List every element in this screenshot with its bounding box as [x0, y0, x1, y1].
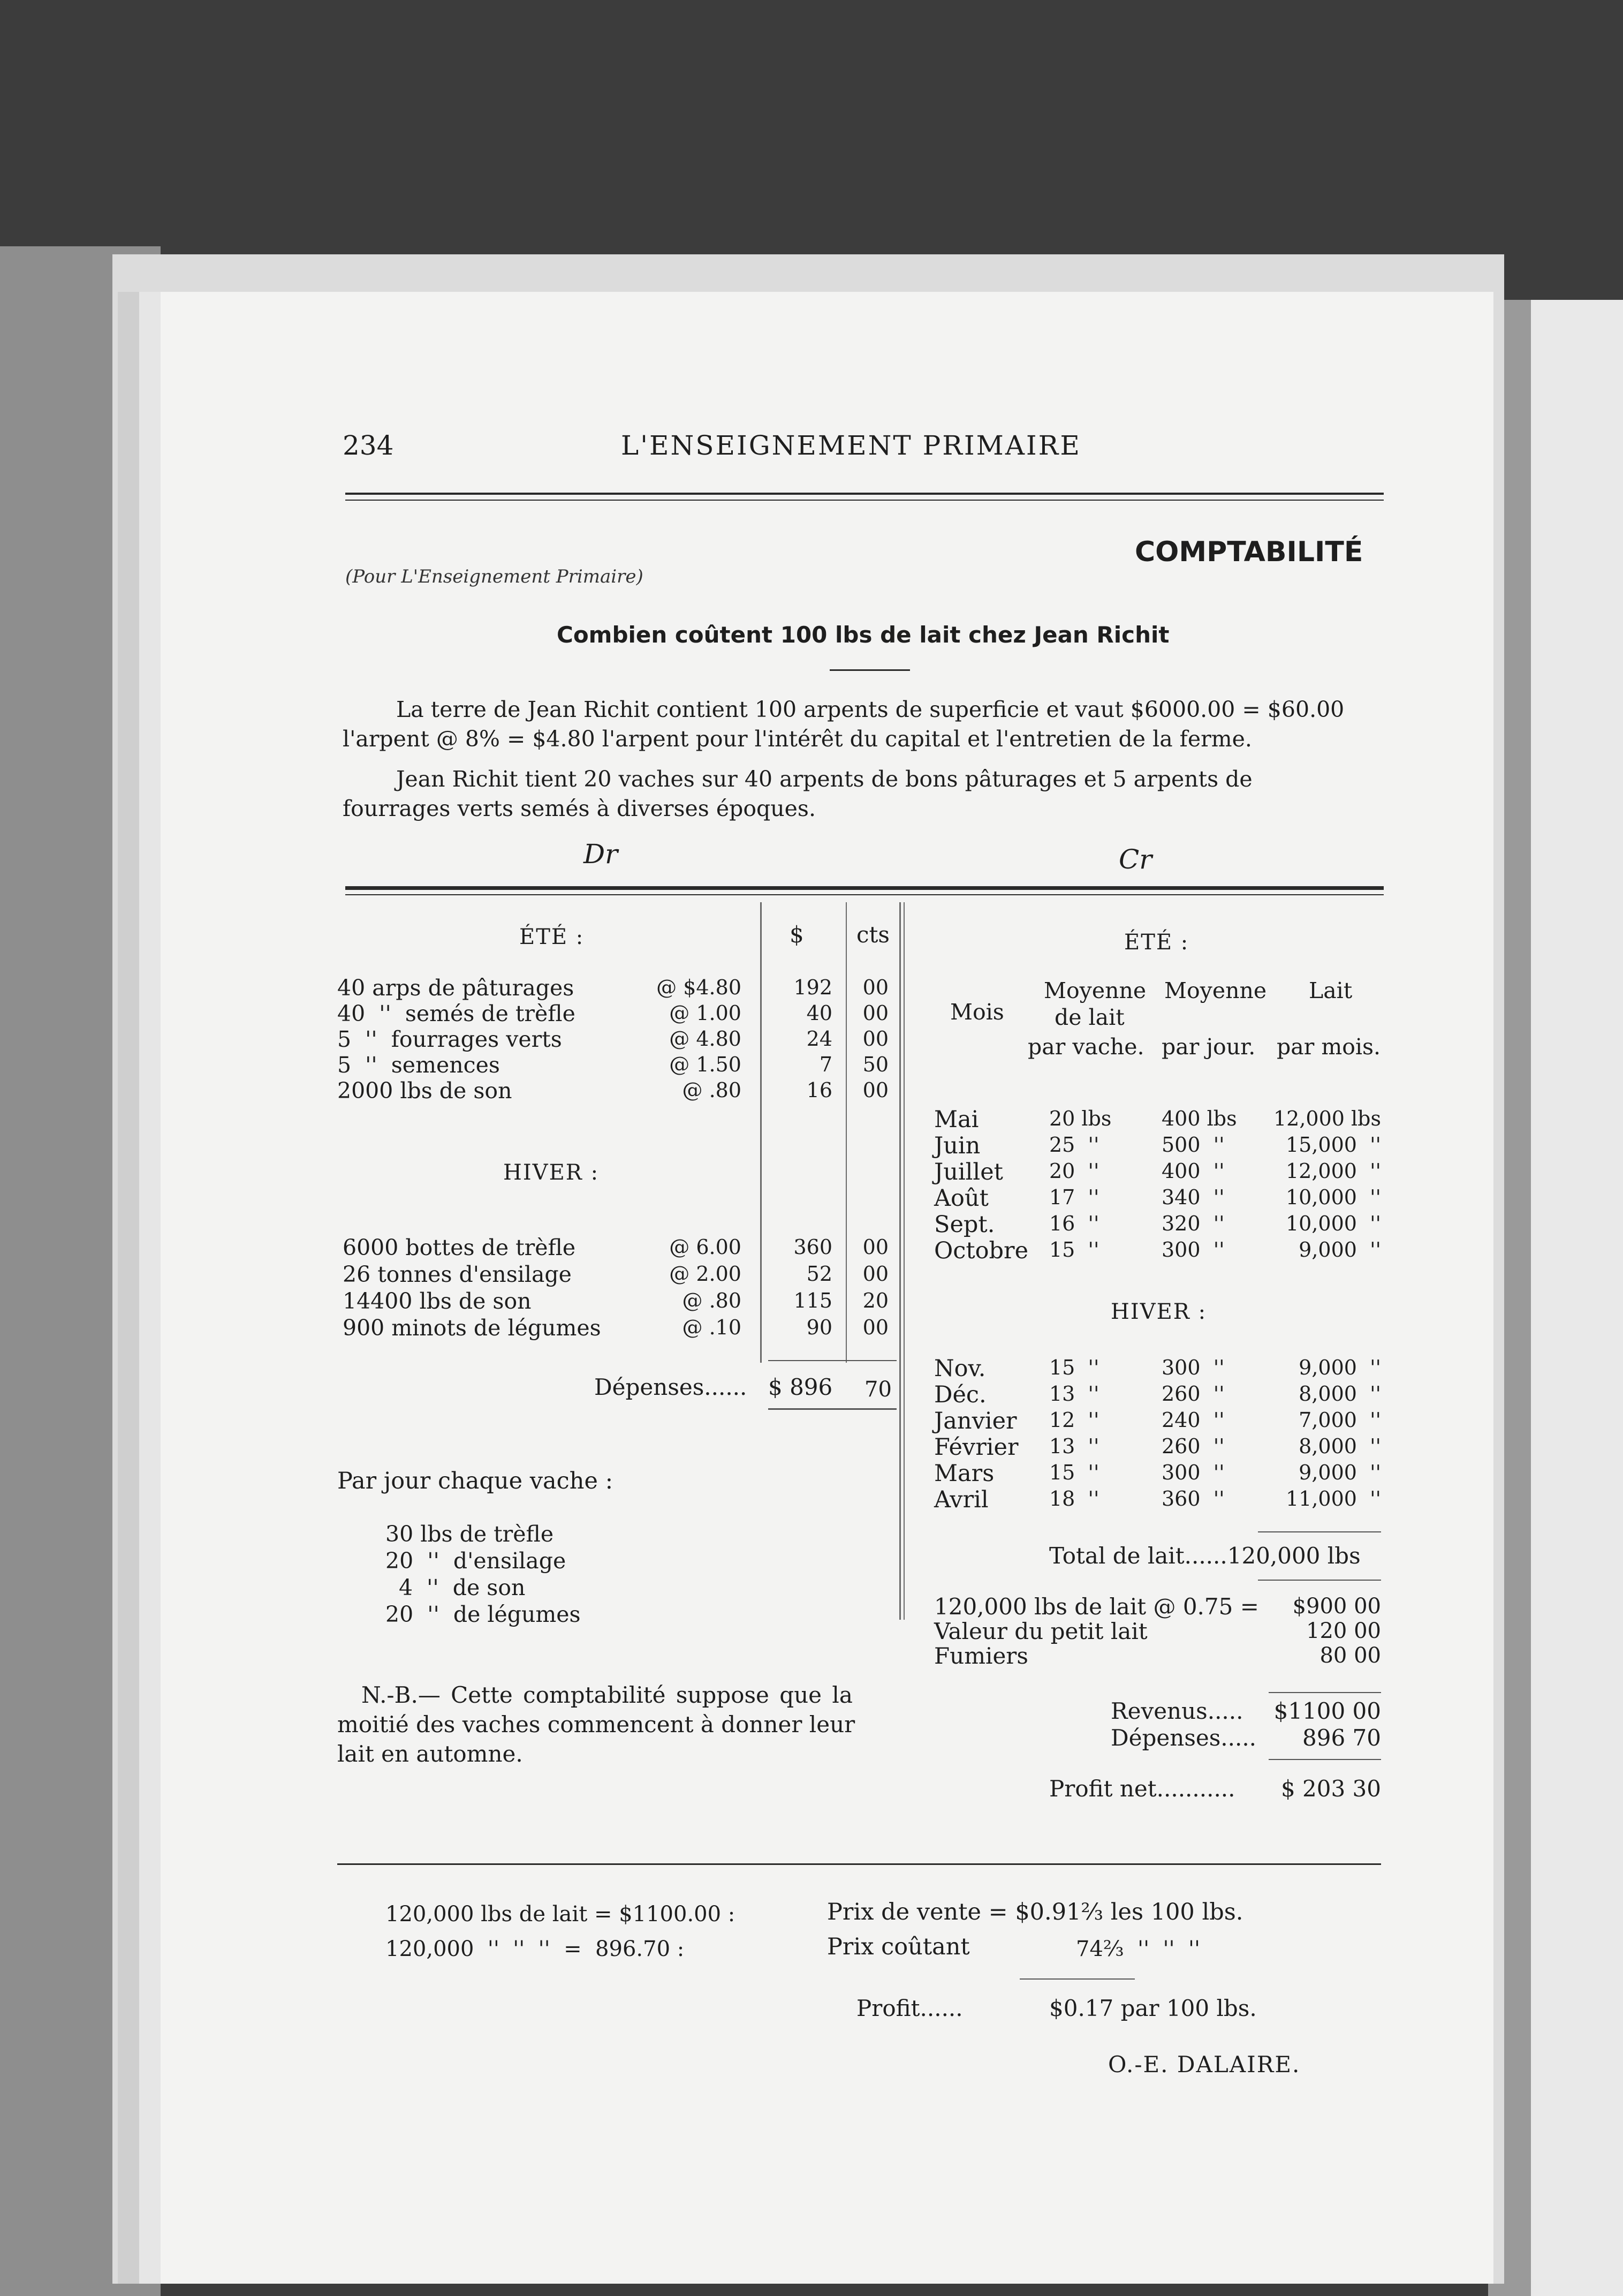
ledger-middle-rule-2: [904, 902, 905, 1620]
debit-total-double-rule: [768, 1408, 897, 1410]
credit-col-lait-1: Lait: [1309, 978, 1353, 1003]
debit-row-rate: @ 2.00: [669, 1262, 741, 1286]
credit-row-lait: 8,000 '': [1299, 1382, 1381, 1406]
debit-row-qty: 900 minots de légumes: [343, 1315, 601, 1341]
running-title: L'ENSEIGNEMENT PRIMAIRE: [621, 430, 1081, 461]
debit-row-dollars: 16: [806, 1078, 832, 1102]
article-title: Combien coûtent 100 lbs de lait chez Jean Richit: [557, 622, 1170, 648]
credit-row-month: Déc.: [934, 1381, 987, 1408]
credit-row-vache: 18 '': [1049, 1487, 1099, 1510]
debit-row-qty: 26 tonnes d'ensilage: [343, 1262, 572, 1287]
credit-col-vache-2: de lait: [1055, 1004, 1125, 1030]
debit-row-cents: 00: [862, 1078, 889, 1102]
credit-row-jour: 500 '': [1162, 1133, 1225, 1157]
cents-col-rule: [846, 902, 847, 1363]
credit-row-vache: 12 '': [1049, 1408, 1099, 1432]
summary-line-2-right: 74⅔ '' '' '': [1076, 1937, 1200, 1961]
header-rule: [345, 493, 1384, 495]
credit-row-month: Février: [934, 1434, 1019, 1461]
credit-row-month: Août: [934, 1185, 989, 1212]
debit-row-qty: 14400 lbs de son: [343, 1288, 532, 1314]
credit-row-vache: 13 '': [1049, 1382, 1099, 1406]
credit-row-lait: 10,000 '': [1285, 1185, 1381, 1209]
profit-rule: [1269, 1759, 1381, 1760]
debit-row-cents: 00: [862, 1235, 889, 1259]
credit-row-lait: 9,000 '': [1299, 1356, 1381, 1379]
credit-row-vache: 15 '': [1049, 1238, 1099, 1262]
credit-row-lait: 11,000 '': [1285, 1487, 1381, 1510]
credit-row-lait: 7,000 '': [1299, 1408, 1381, 1432]
debit-row-qty: 5 '' fourrages verts: [337, 1026, 562, 1052]
credit-row-vache: 15 '': [1049, 1461, 1099, 1484]
credit-col-lait-2: par mois.: [1277, 1034, 1381, 1060]
credit-row-jour: 300 '': [1162, 1238, 1225, 1262]
credit-col-mois: Mois: [950, 999, 1004, 1025]
credit-row-month: Juillet: [934, 1159, 1003, 1185]
revenue-row-amount: 120 00: [1306, 1619, 1381, 1643]
debit-row-qty: 40 '' semés de trèfle: [337, 1001, 575, 1026]
profit-net-amount: $ 203 30: [1280, 1776, 1381, 1802]
ration-row-4: 20 '' de légumes: [385, 1602, 581, 1627]
revenue-row-label: 120,000 lbs de lait @ 0.75 =: [934, 1593, 1259, 1620]
debit-row-cents: 20: [862, 1289, 889, 1312]
debit-total-dollars: $ 896: [768, 1374, 833, 1400]
debit-row-cents: 50: [862, 1053, 889, 1076]
debit-row-dollars: 90: [806, 1316, 832, 1339]
debit-row-dollars: 7: [819, 1053, 832, 1076]
debit-row-dollars: 360: [793, 1235, 832, 1259]
credit-col-vache-3: par vache.: [1028, 1034, 1144, 1060]
credit-row-lait: 8,000 '': [1299, 1434, 1381, 1458]
debit-row-qty: 2000 lbs de son: [337, 1078, 512, 1104]
revenus-amount: $1100 00: [1273, 1698, 1381, 1724]
credit-col-vache-1: Moyenne: [1044, 978, 1147, 1003]
document-page: [161, 292, 1493, 2284]
summary-line-1-left: 120,000 lbs de lait = $1100.00 :: [385, 1902, 735, 1927]
credit-row-jour: 320 '': [1162, 1212, 1225, 1235]
debit-row-dollars: 192: [793, 976, 832, 999]
debit-row-cents: 00: [862, 1316, 889, 1339]
revenue-row-amount: $900 00: [1292, 1594, 1381, 1619]
ration-row-2: 20 '' d'ensilage: [385, 1548, 566, 1574]
debit-row-dollars: 24: [806, 1027, 832, 1051]
intro-line-2: l'arpent @ 8% = $4.80 l'arpent pour l'intérêt du capital et l'entretien de la ferme.: [343, 726, 1252, 752]
intro-line-4: fourrages verts semés à diverses époques.: [343, 796, 816, 821]
revenue-row-label: Valeur du petit lait: [934, 1618, 1148, 1644]
ledger-top-rule: [345, 886, 1384, 890]
debit-hiver-label: HIVER :: [503, 1160, 600, 1185]
intro-line-3: Jean Richit tient 20 vaches sur 40 arpents de bons pâturages et 5 arpents de: [396, 766, 1253, 792]
credit-col-jour-2: par jour.: [1162, 1034, 1256, 1060]
background-right-page: [1531, 300, 1623, 2296]
credit-total-lait: Total de lait......120,000 lbs: [1049, 1543, 1361, 1569]
credit-row-month: Mars: [934, 1460, 995, 1487]
credit-row-month: Janvier: [934, 1408, 1017, 1434]
debit-row-dollars: 40: [806, 1001, 832, 1025]
summary-profit-value: $0.17 par 100 lbs.: [1049, 1995, 1257, 2021]
debit-total-label: Dépenses......: [594, 1374, 747, 1400]
debit-heading: Dr: [583, 839, 618, 870]
credit-row-vache: 13 '': [1049, 1434, 1099, 1458]
debit-row-rate: @ $4.80: [656, 976, 741, 999]
revenus-rule: [1269, 1692, 1381, 1693]
credit-row-vache: 17 '': [1049, 1185, 1099, 1209]
page-number: 234: [343, 430, 394, 461]
depenses-amount: 896 70: [1302, 1725, 1381, 1751]
title-rule: [830, 669, 910, 671]
summary-rule: [1020, 1978, 1135, 1980]
debit-row-rate: @ 6.00: [669, 1235, 741, 1259]
debit-row-qty: 5 '' semences: [337, 1052, 500, 1078]
section-title: COMPTABILITÉ: [1135, 536, 1363, 568]
note-line-3: lait en automne.: [337, 1741, 523, 1767]
credit-row-month: Mai: [934, 1106, 979, 1133]
source-note: (Pour L'Enseignement Primaire): [345, 566, 643, 587]
credit-row-month: Avril: [934, 1486, 989, 1513]
credit-row-jour: 260 '': [1162, 1382, 1225, 1406]
summary-profit-label: Profit......: [856, 1995, 963, 2021]
credit-subtotal-rule: [1258, 1531, 1381, 1532]
debit-row-cents: 00: [862, 1001, 889, 1025]
credit-row-jour: 300 '': [1162, 1461, 1225, 1484]
debit-row-cents: 00: [862, 976, 889, 999]
credit-row-jour: 400 '': [1162, 1159, 1225, 1183]
credit-ete-label: ÉTÉ :: [1124, 930, 1189, 955]
ledger-middle-rule: [899, 902, 901, 1620]
debit-col-cents: cts: [856, 922, 890, 948]
credit-row-vache: 20 lbs: [1049, 1107, 1112, 1130]
credit-heading: Cr: [1119, 844, 1152, 875]
dollars-col-left-rule: [760, 902, 762, 1363]
credit-row-vache: 20 '': [1049, 1159, 1099, 1183]
credit-hiver-label: HIVER :: [1111, 1300, 1207, 1324]
summary-line-2-mid: Prix coûtant: [827, 1934, 970, 1960]
debit-row-rate: @ .80: [682, 1289, 741, 1312]
debit-total-rule: [768, 1360, 897, 1361]
debit-row-dollars: 115: [793, 1289, 832, 1312]
credit-row-lait: 12,000 '': [1285, 1159, 1381, 1183]
credit-row-month: Juin: [934, 1132, 981, 1159]
credit-row-vache: 16 '': [1049, 1212, 1099, 1235]
debit-row-qty: 40 arps de pâturages: [337, 975, 574, 1001]
debit-row-dollars: 52: [806, 1262, 832, 1286]
credit-row-jour: 300 '': [1162, 1356, 1225, 1379]
credit-row-month: Sept.: [934, 1211, 995, 1238]
debit-row-cents: 00: [862, 1262, 889, 1286]
note-line-2: moitié des vaches commencent à donner leur: [337, 1711, 855, 1738]
ration-title: Par jour chaque vache :: [337, 1468, 613, 1494]
debit-row-rate: @ 1.50: [669, 1053, 741, 1076]
credit-row-jour: 260 '': [1162, 1434, 1225, 1458]
debit-col-dollars: $: [790, 922, 804, 948]
credit-row-jour: 360 '': [1162, 1487, 1225, 1510]
credit-row-lait: 12,000 lbs: [1273, 1107, 1381, 1130]
revenus-label: Revenus.....: [1111, 1698, 1243, 1724]
debit-row-rate: @ .10: [682, 1316, 741, 1339]
revenue-row-label: Fumiers: [934, 1643, 1028, 1669]
signature: O.-E. DALAIRE.: [1108, 2051, 1301, 2078]
credit-row-jour: 240 '': [1162, 1408, 1225, 1432]
debit-total-cents: 70: [864, 1377, 892, 1402]
credit-row-vache: 25 '': [1049, 1133, 1099, 1157]
credit-row-lait: 9,000 '': [1299, 1461, 1381, 1484]
credit-row-lait: 9,000 '': [1299, 1238, 1381, 1262]
intro-line-1: La terre de Jean Richit contient 100 arpents de superficie et vaut $6000.00 = $60.00: [396, 697, 1345, 722]
header-rule-thin: [345, 500, 1384, 501]
credit-col-jour-1: Moyenne: [1164, 978, 1267, 1003]
profit-net-label: Profit net...........: [1049, 1776, 1235, 1802]
debit-row-rate: @ 1.00: [669, 1001, 741, 1025]
debit-row-cents: 00: [862, 1027, 889, 1051]
revenue-row-amount: 80 00: [1319, 1643, 1381, 1668]
debit-row-rate: @ 4.80: [669, 1027, 741, 1051]
depenses-label: Dépenses.....: [1111, 1725, 1257, 1751]
ration-row-1: 30 lbs de trèfle: [385, 1521, 554, 1547]
credit-row-vache: 15 '': [1049, 1356, 1099, 1379]
debit-ete-label: ÉTÉ :: [519, 925, 585, 949]
summary-line-1-right: Prix de vente = $0.91⅔ les 100 lbs.: [827, 1899, 1243, 1925]
credit-total-rule: [1258, 1580, 1381, 1581]
ledger-bottom-rule: [337, 1863, 1381, 1865]
credit-row-month: Nov.: [934, 1355, 986, 1382]
summary-line-2-left: 120,000 '' '' '' = 896.70 :: [385, 1937, 685, 1961]
ledger-top-rule-thin: [345, 894, 1384, 895]
credit-row-month: Octobre: [934, 1237, 1029, 1264]
credit-row-lait: 15,000 '': [1285, 1133, 1381, 1157]
debit-row-qty: 6000 bottes de trèfle: [343, 1235, 576, 1260]
debit-row-rate: @ .80: [682, 1078, 741, 1102]
credit-row-jour: 400 lbs: [1162, 1107, 1237, 1130]
ration-row-3: 4 '' de son: [399, 1575, 526, 1600]
credit-row-jour: 340 '': [1162, 1185, 1225, 1209]
credit-row-lait: 10,000 '': [1285, 1212, 1381, 1235]
note-line-1: N.-B.— Cette comptabilité suppose que la: [361, 1682, 853, 1708]
